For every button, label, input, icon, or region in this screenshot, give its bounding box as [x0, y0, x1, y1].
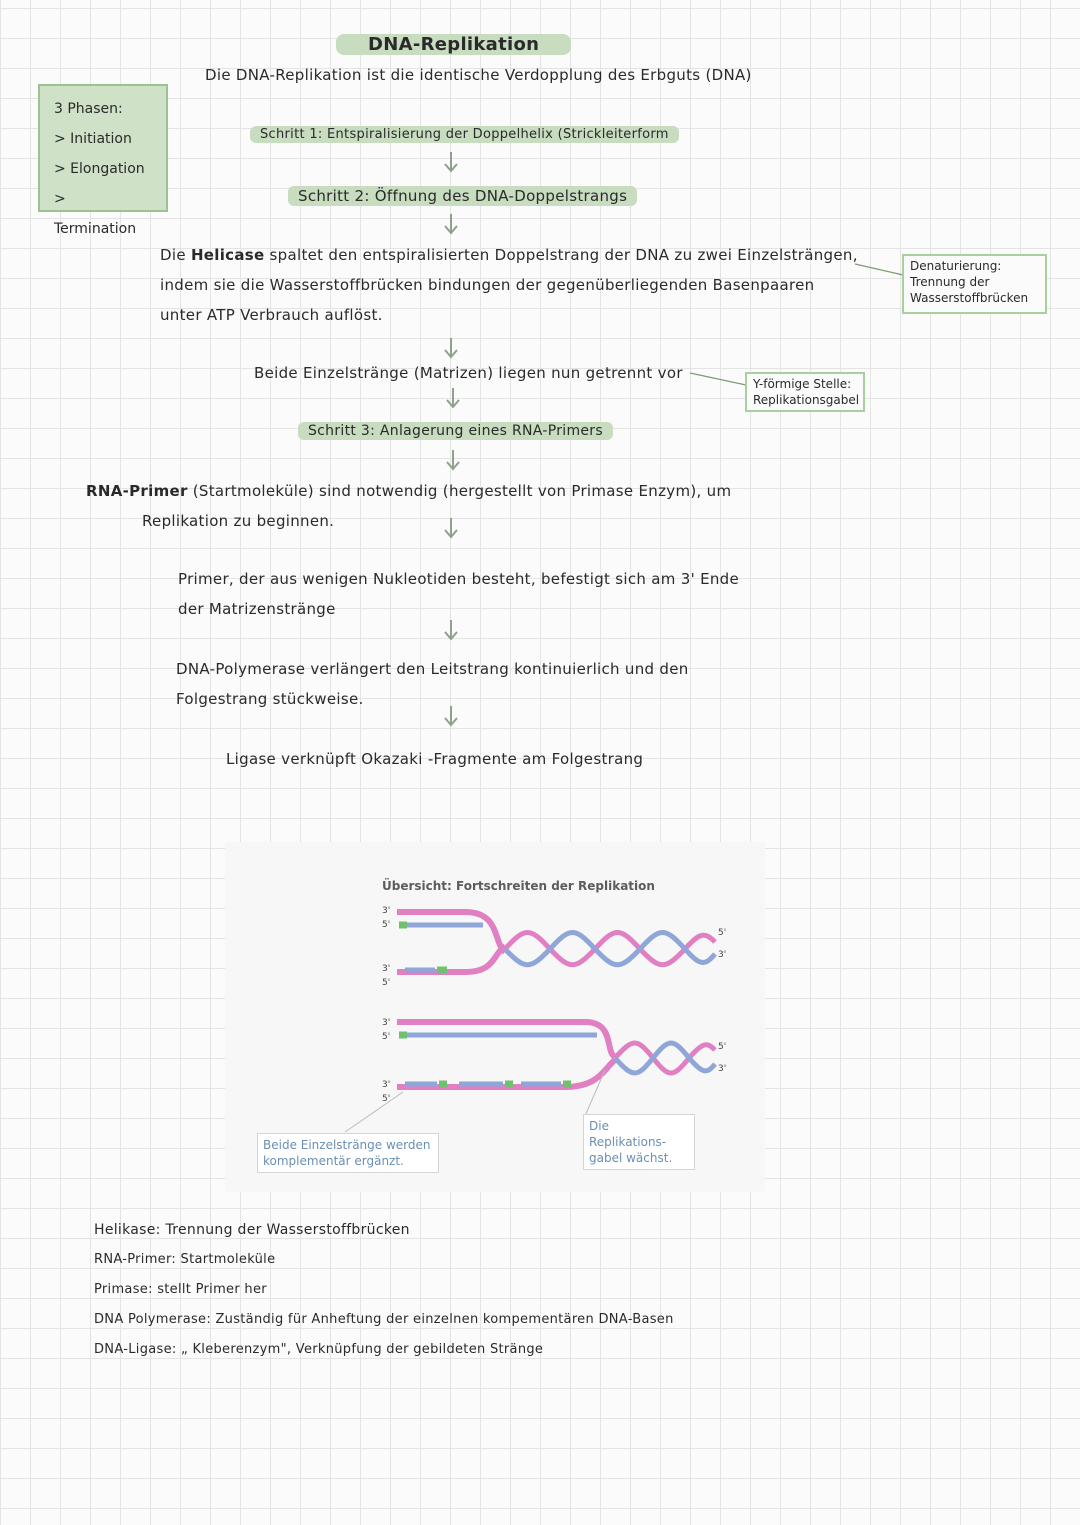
- definition: Die DNA-Replikation ist die identische Verdopplung des Erbguts (DNA): [205, 66, 752, 84]
- primer-line-1: Primer, der aus wenigen Nukleotiden besteht, befestigt sich am 3' Ende: [178, 570, 740, 588]
- note-line: Y-förmige Stelle:: [753, 377, 852, 391]
- strand-label: 3': [382, 906, 391, 916]
- caption-left: Beide Einzelstränge werden komplementär ergänzt.: [257, 1133, 439, 1173]
- step-2: Schritt 2: Öffnung des DNA-Doppelstrangs: [288, 186, 637, 206]
- primer-line-2: der Matrizenstränge: [178, 600, 336, 618]
- glossary-term: DNA-Ligase:: [94, 1342, 177, 1357]
- glossary-term: DNA Polymerase:: [94, 1312, 212, 1327]
- strand-label: 5': [382, 1094, 391, 1104]
- caption-right: Die Replikations-gabel wächst.: [583, 1114, 695, 1170]
- phases-box: [38, 84, 168, 237]
- helicase-text: spaltet den entspiralisierten Doppelstrang der DNA zu zwei Einzelsträngen,: [269, 246, 858, 264]
- down-arrow-icon: [444, 518, 458, 540]
- helix: [615, 1043, 715, 1073]
- strand-label: 3': [718, 1064, 727, 1074]
- glossary-desc: stellt Primer her: [157, 1282, 267, 1297]
- connector-line: [690, 370, 748, 390]
- strand-label: 5': [382, 1032, 391, 1042]
- glossary: [94, 1222, 674, 1372]
- helicase-line-2: indem sie die Wasserstoffbrücken bindungen der gegenüberliegenden Basenpaaren: [160, 276, 815, 294]
- template-strand: [397, 912, 505, 952]
- strand-label: 5': [382, 920, 391, 930]
- down-arrow-icon: [444, 620, 458, 642]
- glossary-term: Primase:: [94, 1282, 153, 1297]
- note-line: Denaturierung:: [910, 259, 1002, 273]
- template-strand: [397, 1022, 615, 1057]
- note-line: Wasserstoffbrücken: [910, 291, 1029, 305]
- page-title: DNA-Replikation: [336, 34, 571, 55]
- phase-item: > Termination: [54, 191, 137, 237]
- replication-figure: [225, 842, 765, 1192]
- step-3: Schritt 3: Anlagerung eines RNA-Primers: [298, 422, 613, 440]
- glossary-desc: Startmoleküle: [180, 1252, 276, 1267]
- glossary-desc: Trennung der Wasserstoffbrücken: [165, 1222, 410, 1238]
- strand-label: 3': [382, 1018, 391, 1028]
- strand-label: 5': [382, 978, 391, 988]
- strand-label: 3': [382, 1080, 391, 1090]
- phase-item: > Elongation: [54, 161, 145, 177]
- glossary-desc: „ Kleberenzym", Verknüpfung der gebildeten Stränge: [181, 1342, 544, 1357]
- note-denaturierung: [902, 254, 1047, 314]
- note-replikationsgabel: [745, 372, 865, 412]
- phases-heading: 3 Phasen:: [54, 101, 123, 117]
- glossary-item: [94, 1282, 674, 1312]
- glossary-desc: Zuständig für Anheftung der einzelnen kompementären DNA-Basen: [215, 1312, 674, 1327]
- down-arrow-icon: [446, 450, 460, 472]
- glossary-term: RNA-Primer:: [94, 1252, 177, 1267]
- strand-label: 5': [718, 928, 727, 938]
- helicase-prefix: Die: [160, 246, 186, 264]
- glossary-term: Helikase:: [94, 1222, 161, 1238]
- rna-primer-text: (Startmoleküle) sind notwendig (hergestellt von Primase Enzym), um: [192, 482, 732, 500]
- down-arrow-icon: [444, 706, 458, 728]
- glossary-item: [94, 1252, 674, 1282]
- glossary-item: [94, 1342, 674, 1372]
- rna-primer-line-1: [86, 482, 731, 500]
- down-arrow-icon: [444, 214, 458, 236]
- rna-primer-line-2: Replikation zu beginnen.: [142, 512, 335, 530]
- helicase-term: Helicase: [190, 246, 265, 264]
- down-arrow-icon: [446, 388, 460, 410]
- ligase-text: Ligase verknüpft Okazaki -Fragmente am Folgestrang: [226, 750, 644, 768]
- helicase-line-3: unter ATP Verbrauch auflöst.: [160, 306, 383, 324]
- helicase-line-1: [160, 246, 858, 264]
- strand-label: 5': [718, 1042, 727, 1052]
- note-line: Trennung der: [910, 275, 990, 289]
- strand-label: 3': [718, 950, 727, 960]
- phase-item: > Initiation: [54, 131, 132, 147]
- note-line: Replikationsgabel: [753, 393, 860, 407]
- polymerase-line-1: DNA-Polymerase verlängert den Leitstrang kontinuierlich und den: [176, 660, 689, 678]
- figure-title: Übersicht: Fortschreiten der Replikation: [382, 879, 655, 893]
- down-arrow-icon: [444, 152, 458, 174]
- strand-label: 3': [382, 964, 391, 974]
- helix: [505, 933, 715, 965]
- connector-line: [855, 262, 905, 278]
- polymerase-line-2: Folgestrang stückweise.: [176, 690, 364, 708]
- einzelstraenge-text: Beide Einzelstränge (Matrizen) liegen nun getrennt vor: [254, 364, 683, 382]
- down-arrow-icon: [444, 338, 458, 360]
- pointer-line: [345, 1092, 403, 1132]
- glossary-item: [94, 1222, 674, 1252]
- glossary-item: [94, 1312, 674, 1342]
- rna-primer-term: RNA-Primer: [86, 482, 188, 500]
- step-1: Schritt 1: Entspiralisierung der Doppelhelix (Strickleiterform: [250, 126, 679, 143]
